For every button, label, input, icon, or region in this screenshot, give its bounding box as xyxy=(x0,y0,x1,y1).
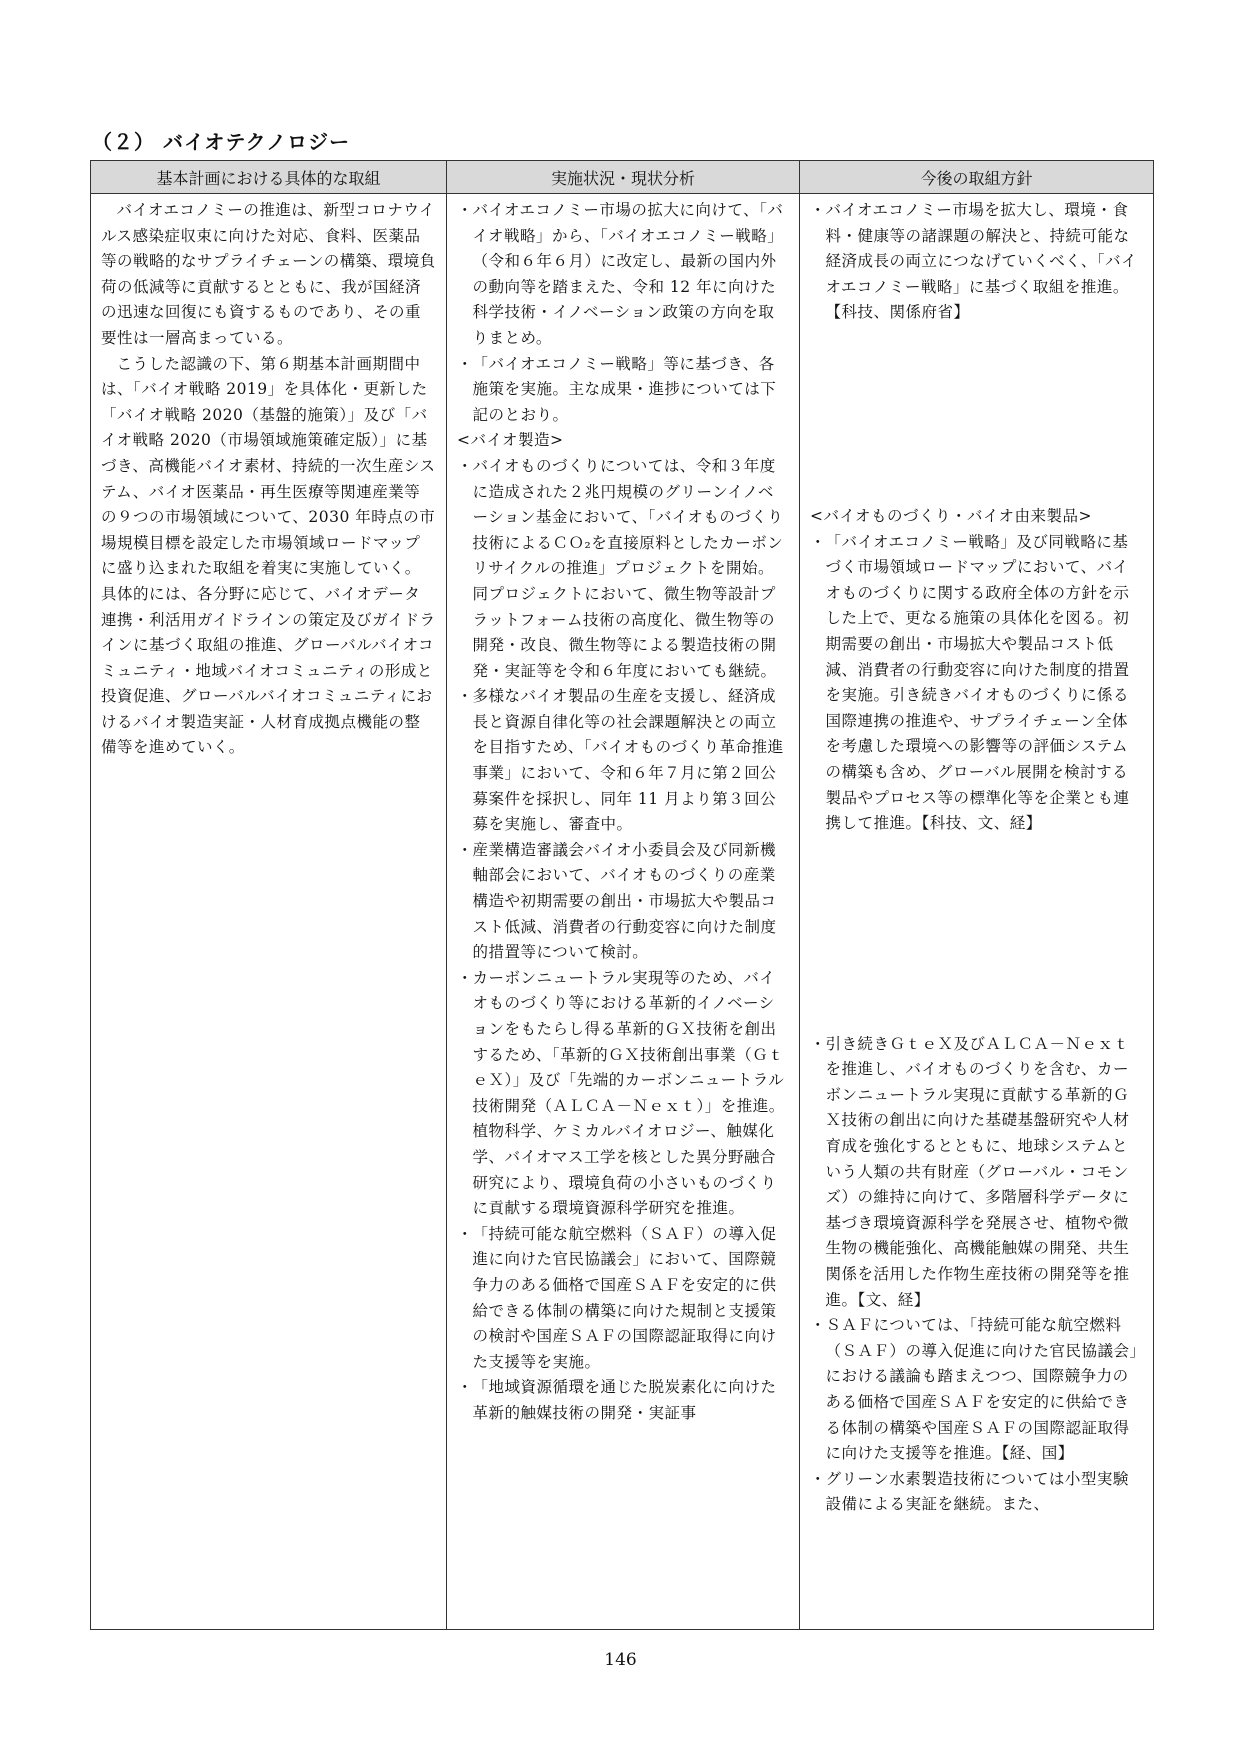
list-item: ・ バイオエコノミー市場を拡大し、環境・食料・健康等の諸課題の解決と、持続可能な経済成長の両立につなげていくべく、「バイオエコノミー戦略」に基づく取組を推進。【科技、関係府省】 xyxy=(810,198,1143,326)
plan-paragraph: バイオエコノミーの推進は、新型コロナウイルス感染症収束に向けた対応、食料、医薬品等の戦略的なサプライチェーンの構築、環境負荷の低減等に貢献するとともに、我が国経済の迅速な回復にも資するものであり、その重要性は一層高まっている。 xyxy=(101,201,436,347)
list-item: ・ バイオエコノミー市場の拡大に向けて、「バイオ戦略」から、「バイオエコノミー戦略」（令和６年６月）に改定し、最新の国内外の動向等を踏まえた、令和 12 年に向けた科学技術・イノベーション政策の方向を取りまとめ。 xyxy=(457,198,789,352)
spacer xyxy=(810,326,1143,504)
page-number: 146 xyxy=(604,1650,637,1670)
header-future-policy: 今後の取組方針 xyxy=(800,161,1154,194)
list-item: ・ グリーン水素製造技術については小型実験設備による実証を継続。また、 xyxy=(810,1467,1143,1518)
list-item: ・ バイオものづくりについては、令和３年度に造成された２兆円規模のグリーンイノベーション基金において、「バイオものづくり技術によるＣＯ₂を直接原料としたカーボンリサイクルの推進」プロジェクトを開始。同プロジェクトにおいて、微生物等設計プラットフォーム技術の高度化、微生物等の開発・改良、微生物等による製造技術の開発・実証等を令和６年度においても継続。 xyxy=(457,454,789,684)
header-status-analysis: 実施状況・現状分析 xyxy=(447,161,800,194)
plan-initiatives-cell xyxy=(91,194,447,1630)
list-item: ・ ＳＡＦについては、「持続可能な航空燃料（ＳＡＦ）の導入促進に向けた官民協議会」における議論も踏まえつつ、国際競争力のある価格で国産ＳＡＦを安定的に供給できる体制の構築や国産ＳＡＦの国際認証取得に向けた支援等を推進。【経、国】 xyxy=(810,1313,1143,1467)
table-header-row xyxy=(91,161,1154,194)
list-item: ・ 産業構造審議会バイオ小委員会及び同新機軸部会において、バイオものづくりの産業構造や初期需要の創出・市場拡大や製品コスト低減、消費者の行動変容に向けた制度的措置等について検討。 xyxy=(457,838,789,966)
spacer xyxy=(810,837,1143,1032)
list-item: ・ カーボンニュートラル実現等のため、バイオものづくり等における革新的イノベーションをもたらし得る革新的ＧＸ技術を創出するため、「革新的ＧＸ技術創出事業（ＧｔｅＸ）」及び「先端的カーボンニュートラル技術開発（ＡＬＣＡ－Ｎｅｘｔ）」を推進。植物科学、ケミカルバイオロジー、触媒化学、バイオマス工学を核とした異分野融合研究により、環境負荷の小さいものづくりに貢献する環境資源科学研究を推進。 xyxy=(457,966,789,1222)
list-item: ・ 「バイオエコノミー戦略」等に基づき、各施策を実施。主な成果・進捗については下記のとおり。 xyxy=(457,352,789,429)
list-item: ・ 多様なバイオ製品の生産を支援し、経済成長と資源自律化等の社会課題解決との両立を目指すため、「バイオものづくり革命推進事業」において、令和６年７月に第２回公募案件を採択し、同年 11 月より第３回公募を実施し、審査中。 xyxy=(457,684,789,838)
plan-paragraph: こうした認識の下、第６期基本計画期間中は、「バイオ戦略 2019」を具体化・更新した「バイオ戦略 2020（基盤的施策）」及び「バイオ戦略 2020（市場領域施策確定版）」に基づき、高機能バイオ素材、持続的一次生産システム、バイオ医薬品・再生医療等関連産業等の９つの市場領域について、2030 年時点の市場規模目標を設定した市場領域ロードマップに盛り込まれた取組を着実に実施していく。具体的には、各分野に応じて、バイオデータ連携・利活用ガイドラインの策定及びガイドラインに基づく取組の推進、グローバルバイオコミュニティ・地域バイオコミュニティの形成と投資促進、グローバルバイオコミュニティにおけるバイオ製造実証・人材育成拠点機能の整備等を進めていく。 xyxy=(101,354,436,757)
list-item: ・ 引き続きＧｔｅＸ及びＡＬＣＡ－Ｎｅｘｔを推進し、バイオものづくりを含む、カーボンニュートラル実現に貢献する革新的ＧＸ技術の創出に向けた基礎基盤研究や人材育成を強化するとともに、地球システムという人類の共有財産（グローバル・コモンズ）の維持に向けて、多階層科学データに基づき環境資源科学を発展させ、植物や微生物の機能強化、高機能触媒の開発、共生関係を活用した作物生産技術の開発等を推進。【文、経】 xyxy=(810,1032,1143,1314)
sub-heading: <バイオ製造> xyxy=(457,431,564,450)
section-heading: （２） バイオテクノロジー xyxy=(92,130,351,154)
future-policy-cell xyxy=(800,194,1154,1630)
list-item: ・ 「持続可能な航空燃料（ＳＡＦ）の導入促進に向けた官民協議会」において、国際競争力のある価格で国産ＳＡＦを安定的に供給できる体制の構築に向けた規制と支援策の検討や国産ＳＡＦの国際認証取得に向けた支援等を実施。 xyxy=(457,1222,789,1376)
sub-heading: <バイオものづくり・バイオ由来製品> xyxy=(810,506,1093,525)
list-item: ・ 「バイオエコノミー戦略」及び同戦略に基づく市場領域ロードマップにおいて、バイオものづくりに関する政府全体の方針を示した上で、更なる施策の具体化を図る。初期需要の創出・市場拡大や製品コスト低減、消費者の行動変容に向けた制度的措置を実施。引き続きバイオものづくりに係る国際連携の推進や、サプライチェーン全体を考慮した環境への影響等の評価システムの構築も含め、グローバル展開を検討する製品やプロセス等の標準化等を企業とも連携して推進。【科技、文、経】 xyxy=(810,530,1143,837)
list-item: ・ 「地域資源循環を通じた脱炭素化に向けた革新的触媒技術の開発・実証事 xyxy=(457,1375,789,1426)
table-row xyxy=(91,194,1154,1630)
status-analysis-cell xyxy=(447,194,800,1630)
header-specific-initiatives: 基本計画における具体的な取組 xyxy=(91,161,447,194)
policy-table xyxy=(90,160,1154,1630)
